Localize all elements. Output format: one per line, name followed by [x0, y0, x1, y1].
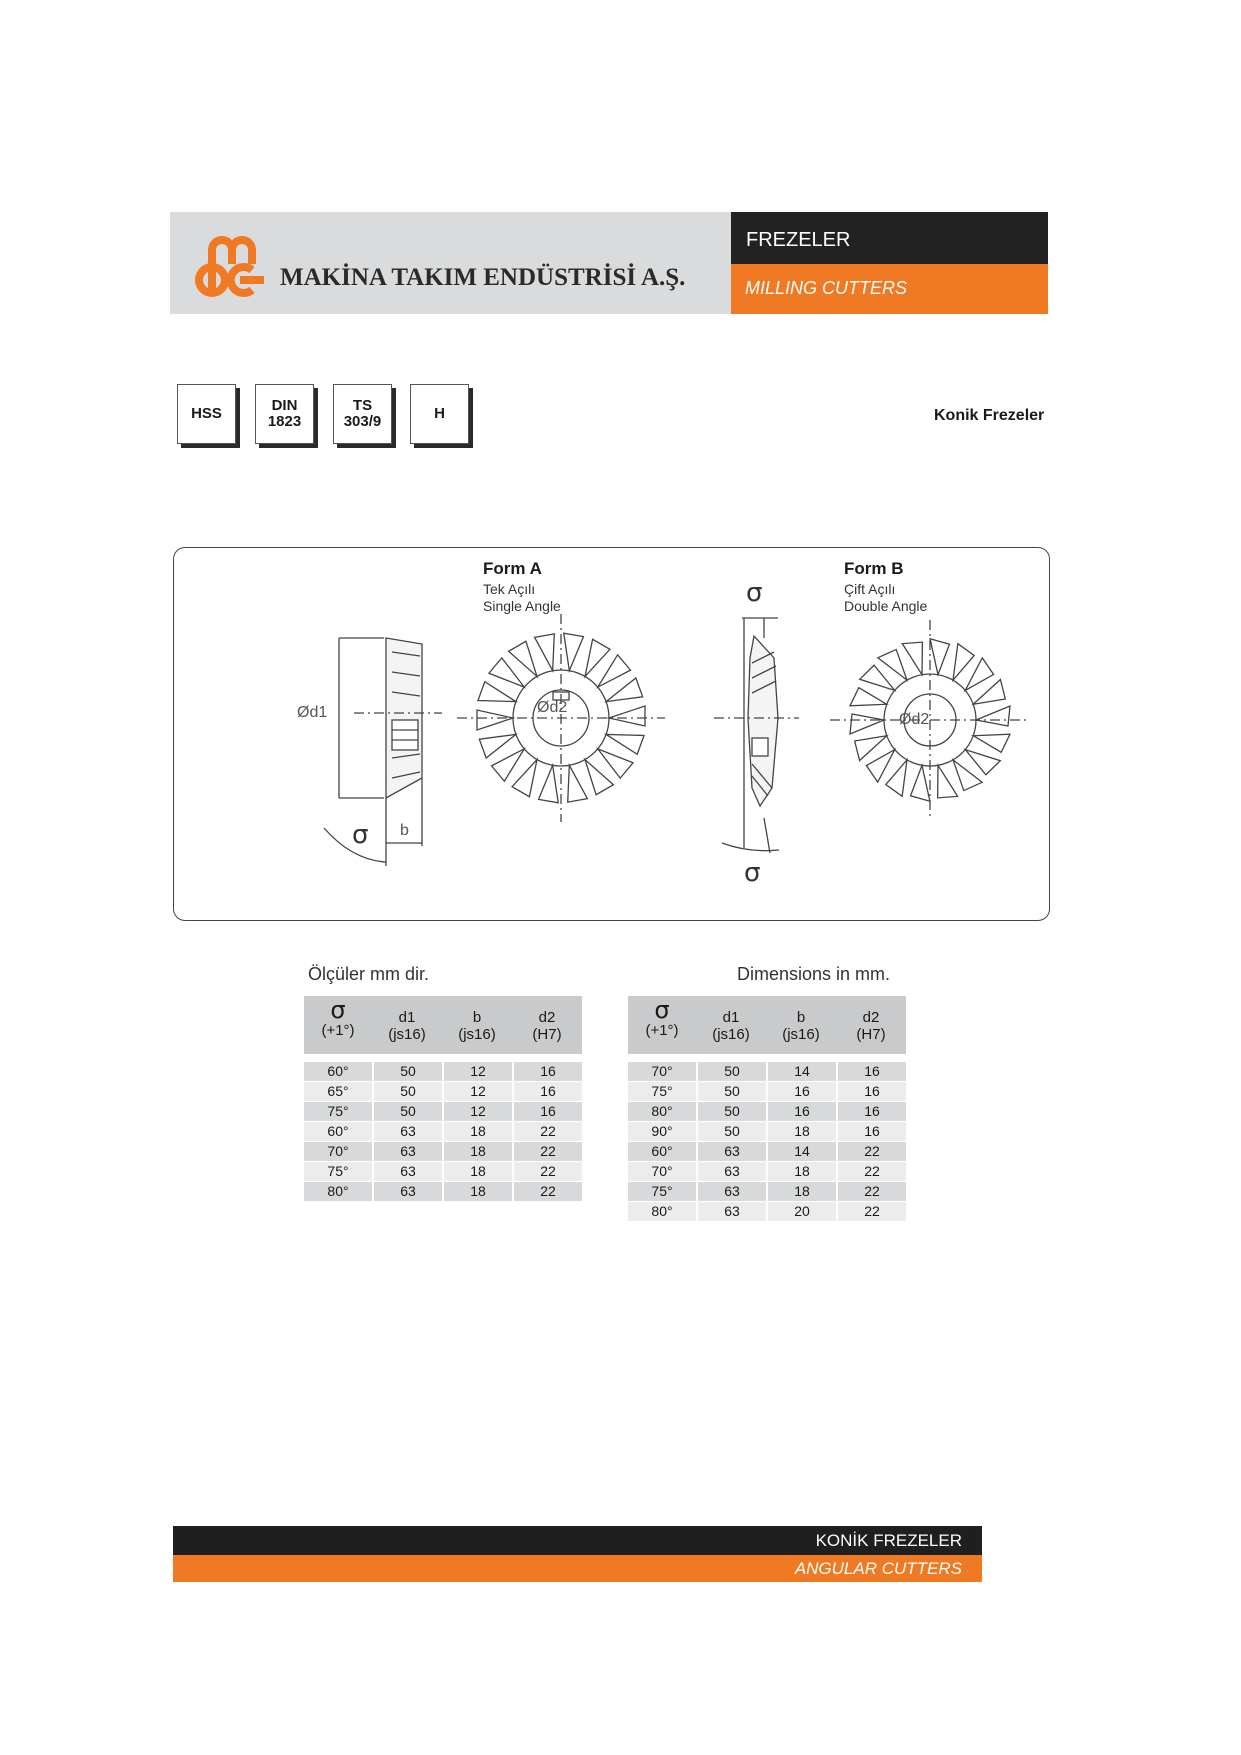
table-cell: 18	[444, 1162, 512, 1181]
table-cell: 75°	[628, 1082, 696, 1101]
table-row	[628, 1062, 906, 1082]
table-row	[304, 1082, 582, 1102]
table-cell: 63	[374, 1182, 442, 1201]
col-d1: d1 (js16)	[388, 1009, 426, 1043]
table-cell: 16	[838, 1122, 906, 1141]
col-d2: d2 (H7)	[532, 1009, 562, 1043]
table-cell: 16	[838, 1062, 906, 1081]
col-d1: d1 (js16)	[712, 1009, 750, 1043]
col-b: b (js16)	[782, 1009, 820, 1043]
table-cell: 50	[698, 1062, 766, 1081]
table-cell: 63	[374, 1142, 442, 1161]
form-a-side-view	[324, 638, 442, 866]
table-cell: 16	[514, 1082, 582, 1101]
table-cell: 63	[698, 1182, 766, 1201]
table-cell: 80°	[628, 1202, 696, 1221]
footer-title-en: ANGULAR CUTTERS	[173, 1555, 982, 1582]
table-cell: 14	[768, 1142, 836, 1161]
standards-badges	[177, 384, 477, 448]
table-cell: 22	[838, 1142, 906, 1161]
table-row	[628, 1142, 906, 1162]
category-title-tr: FREZELER	[731, 212, 1048, 264]
table-row	[628, 1102, 906, 1122]
table-cell: 63	[698, 1142, 766, 1161]
table-cell: 16	[838, 1082, 906, 1101]
sigma-form-b-bottom: σ	[744, 858, 761, 888]
table-form-a	[304, 996, 582, 1206]
form-b-side-view	[714, 618, 799, 853]
table-cell: 14	[768, 1062, 836, 1081]
label-d2-form-a: Ød2	[537, 699, 568, 716]
table-cell: 50	[374, 1082, 442, 1101]
table-cell: 60°	[304, 1122, 372, 1141]
table-cell: 16	[514, 1062, 582, 1081]
table-cell: 75°	[304, 1162, 372, 1181]
table-cell: 16	[768, 1102, 836, 1121]
table-cell: 22	[514, 1182, 582, 1201]
form-a-front-view	[457, 614, 665, 822]
table-cell: 63	[374, 1122, 442, 1141]
form-a-sub-en: Single Angle	[483, 598, 561, 614]
table-row	[304, 1162, 582, 1182]
table-row	[628, 1182, 906, 1202]
form-b-sub-en: Double Angle	[844, 598, 928, 614]
badge-ts: TS 303/9	[333, 384, 392, 444]
table-cell: 12	[444, 1082, 512, 1101]
col-sigma: σ (+1°)	[321, 996, 355, 1039]
table-cell: 70°	[628, 1062, 696, 1081]
table-cell: 70°	[304, 1142, 372, 1161]
table-cell: 63	[374, 1162, 442, 1181]
table-cell: 18	[444, 1142, 512, 1161]
header-brand-panel	[170, 212, 731, 314]
form-b-sub-tr: Çift Açılı	[844, 581, 896, 597]
table-row	[628, 1162, 906, 1182]
table-cell: 70°	[628, 1162, 696, 1181]
form-b-title: Form B	[844, 559, 904, 578]
table-cell: 60°	[628, 1142, 696, 1161]
label-b: b	[400, 822, 409, 839]
table-cell: 16	[768, 1082, 836, 1101]
table-row	[304, 1102, 582, 1122]
table-cell: 50	[698, 1122, 766, 1141]
table-cell: 50	[698, 1082, 766, 1101]
table-cell: 63	[698, 1162, 766, 1181]
table-cell: 80°	[628, 1102, 696, 1121]
form-b-front-view	[830, 620, 1030, 820]
badge-din: DIN 1823	[255, 384, 314, 444]
company-name: MAKİNA TAKIM ENDÜSTRİSİ A.Ş.	[280, 264, 686, 291]
caption-tr: Ölçüler mm dir.	[308, 964, 430, 984]
page-title: Konik Frezeler	[934, 407, 1045, 424]
table-cell: 22	[838, 1182, 906, 1201]
table-cell: 50	[698, 1102, 766, 1121]
table-cell: 50	[374, 1102, 442, 1121]
table-cell: 12	[444, 1102, 512, 1121]
table-cell: 80°	[304, 1182, 372, 1201]
sigma-form-b-top: σ	[746, 578, 763, 608]
badge-h: H	[410, 384, 469, 444]
table-cell: 22	[838, 1202, 906, 1221]
footer-title-tr: KONİK FREZELER	[173, 1526, 982, 1555]
table-cell: 12	[444, 1062, 512, 1081]
table-cell: 75°	[304, 1102, 372, 1121]
table-cell: 50	[374, 1062, 442, 1081]
form-a-title: Form A	[483, 559, 542, 578]
table-form-b	[628, 996, 906, 1226]
table-cell: 22	[514, 1122, 582, 1141]
caption-en: Dimensions in mm.	[737, 964, 891, 984]
table-row	[628, 1082, 906, 1102]
col-b: b (js16)	[458, 1009, 496, 1043]
label-d1: Ød1	[297, 704, 328, 721]
form-a-sub-tr: Tek Açılı	[483, 581, 536, 597]
table-row	[304, 1182, 582, 1202]
table-cell: 18	[768, 1182, 836, 1201]
label-d2-form-b: Ød2	[899, 711, 930, 728]
table-cell: 60°	[304, 1062, 372, 1081]
col-d2: d2 (H7)	[856, 1009, 886, 1043]
table-row	[628, 1202, 906, 1222]
table-row	[304, 1122, 582, 1142]
table-cell: 22	[514, 1142, 582, 1161]
table-cell: 75°	[628, 1182, 696, 1201]
table-cell: 16	[514, 1102, 582, 1121]
sigma-form-a: σ	[352, 820, 369, 850]
category-title-en: MILLING CUTTERS	[731, 264, 1048, 314]
table-cell: 18	[768, 1122, 836, 1141]
cutter-diagram	[173, 547, 1050, 921]
table-a-header	[304, 996, 582, 1054]
table-b-header	[628, 996, 906, 1054]
table-cell: 22	[514, 1162, 582, 1181]
table-cell: 20	[768, 1202, 836, 1221]
table-cell: 22	[838, 1162, 906, 1181]
company-logo-icon	[192, 228, 272, 298]
col-sigma: σ (+1°)	[645, 996, 679, 1039]
table-cell: 65°	[304, 1082, 372, 1101]
badge-hss: HSS	[177, 384, 236, 444]
table-row	[304, 1142, 582, 1162]
table-row	[628, 1122, 906, 1142]
table-cell: 90°	[628, 1122, 696, 1141]
table-cell: 18	[444, 1182, 512, 1201]
table-cell: 16	[838, 1102, 906, 1121]
table-row	[304, 1062, 582, 1082]
table-cell: 18	[444, 1122, 512, 1141]
table-cell: 18	[768, 1162, 836, 1181]
table-cell: 63	[698, 1202, 766, 1221]
